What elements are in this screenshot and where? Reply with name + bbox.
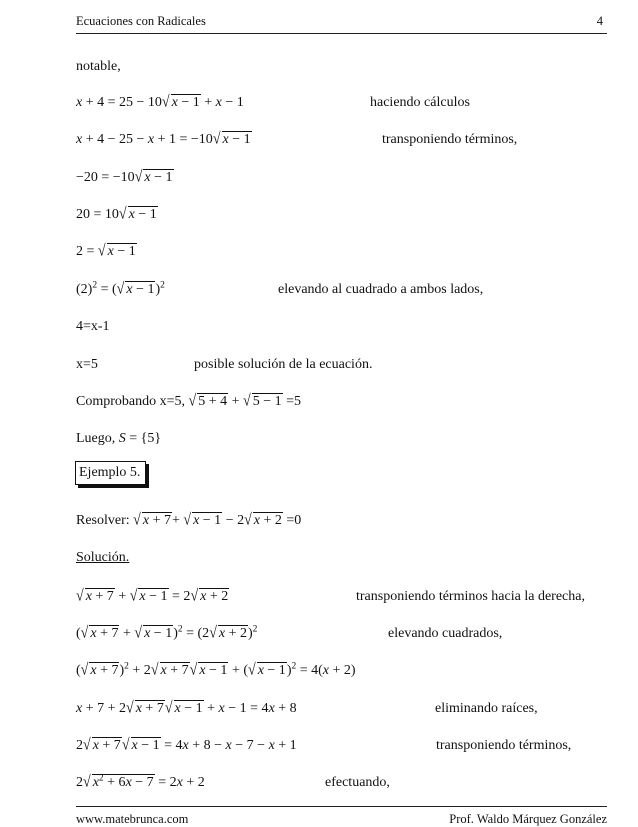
page-number: 4 [596,14,603,28]
footer-author: Prof. Waldo Márquez González [449,812,607,826]
footer-website: www.matebrunca.com [76,812,189,826]
check-line: Comprobando x=5, √ 5 + 4 + √ 5 − 1 =5 [76,392,301,411]
equation-line: 2√ x + 7√ x − 1 = 4x + 8 − x − 7 − x + 1 [76,736,297,755]
equation-line: 2√ $x^2 + 6x - 7 = 2x + 2$ [76,773,205,792]
note: transponiendo términos hacia la derecha, [356,589,585,604]
equation-line: x + 7 + 2√ x + 7√ x − 1 + x − 1 = 4x + 8 [76,699,297,718]
resolver-label: Resolver: [76,513,134,528]
solution-heading: Solución. [76,550,130,565]
equation-line: x + 4 = 25 − 10√ x − 1 + x − 1 [76,93,244,112]
note: transponiendo términos, [436,738,572,753]
resolver-end: =0 [286,513,302,528]
equation-line: (√ x + 7)$^2$ + 2√ x + 7√ x − 1 + (√ x − 1)$^2$ = 4(x + 2) [76,661,356,680]
text-line: 4=x-1 [76,319,110,334]
note: elevando al cuadrado a ambos lados, [278,282,484,297]
note: efectuando, [325,775,390,790]
check-label: Comprobando x=5, [76,394,189,409]
solution-set-line: Luego, S = {5} [76,431,162,446]
luego-label: Luego, [76,431,119,446]
equation-line: √ x + 7 + √ x − 1 = 2√ x + 2 [76,587,229,606]
note: transponiendo términos, [382,132,518,147]
note: eliminando raíces, [435,701,538,716]
note: elevando cuadrados, [388,626,503,641]
equation-line: −20 = −10√ x − 1 [76,168,173,187]
equation-line: 2 = √ x − 1 [76,242,136,261]
text-line: notable, [76,59,121,74]
equation-line: $(2)^2$ = (√ x − 1)$^2$ [76,280,165,299]
equation-line: 20 = 10√ x − 1 [76,205,157,224]
problem-line: Resolver: √ x + 7+ √ x − 1 − 2√ x + 2 =0 [76,511,302,530]
check-result: =5 [286,394,301,409]
page-header [76,11,607,34]
equation-line: (√ x + 7 + √ x − 1)$^2$ = (2√ x + 2)$^2$ [76,624,258,643]
page-footer [76,806,607,826]
header-title: Ecuaciones con Radicales [76,14,206,28]
note: posible solución de la ecuación. [194,357,373,372]
text-line: x=5 [76,357,98,372]
example-box: Ejemplo 5. [75,461,146,485]
note: haciendo cálculos [370,95,470,110]
equation-line: x + 4 − 25 − x + 1 = −10√ x − 1 [76,130,251,149]
